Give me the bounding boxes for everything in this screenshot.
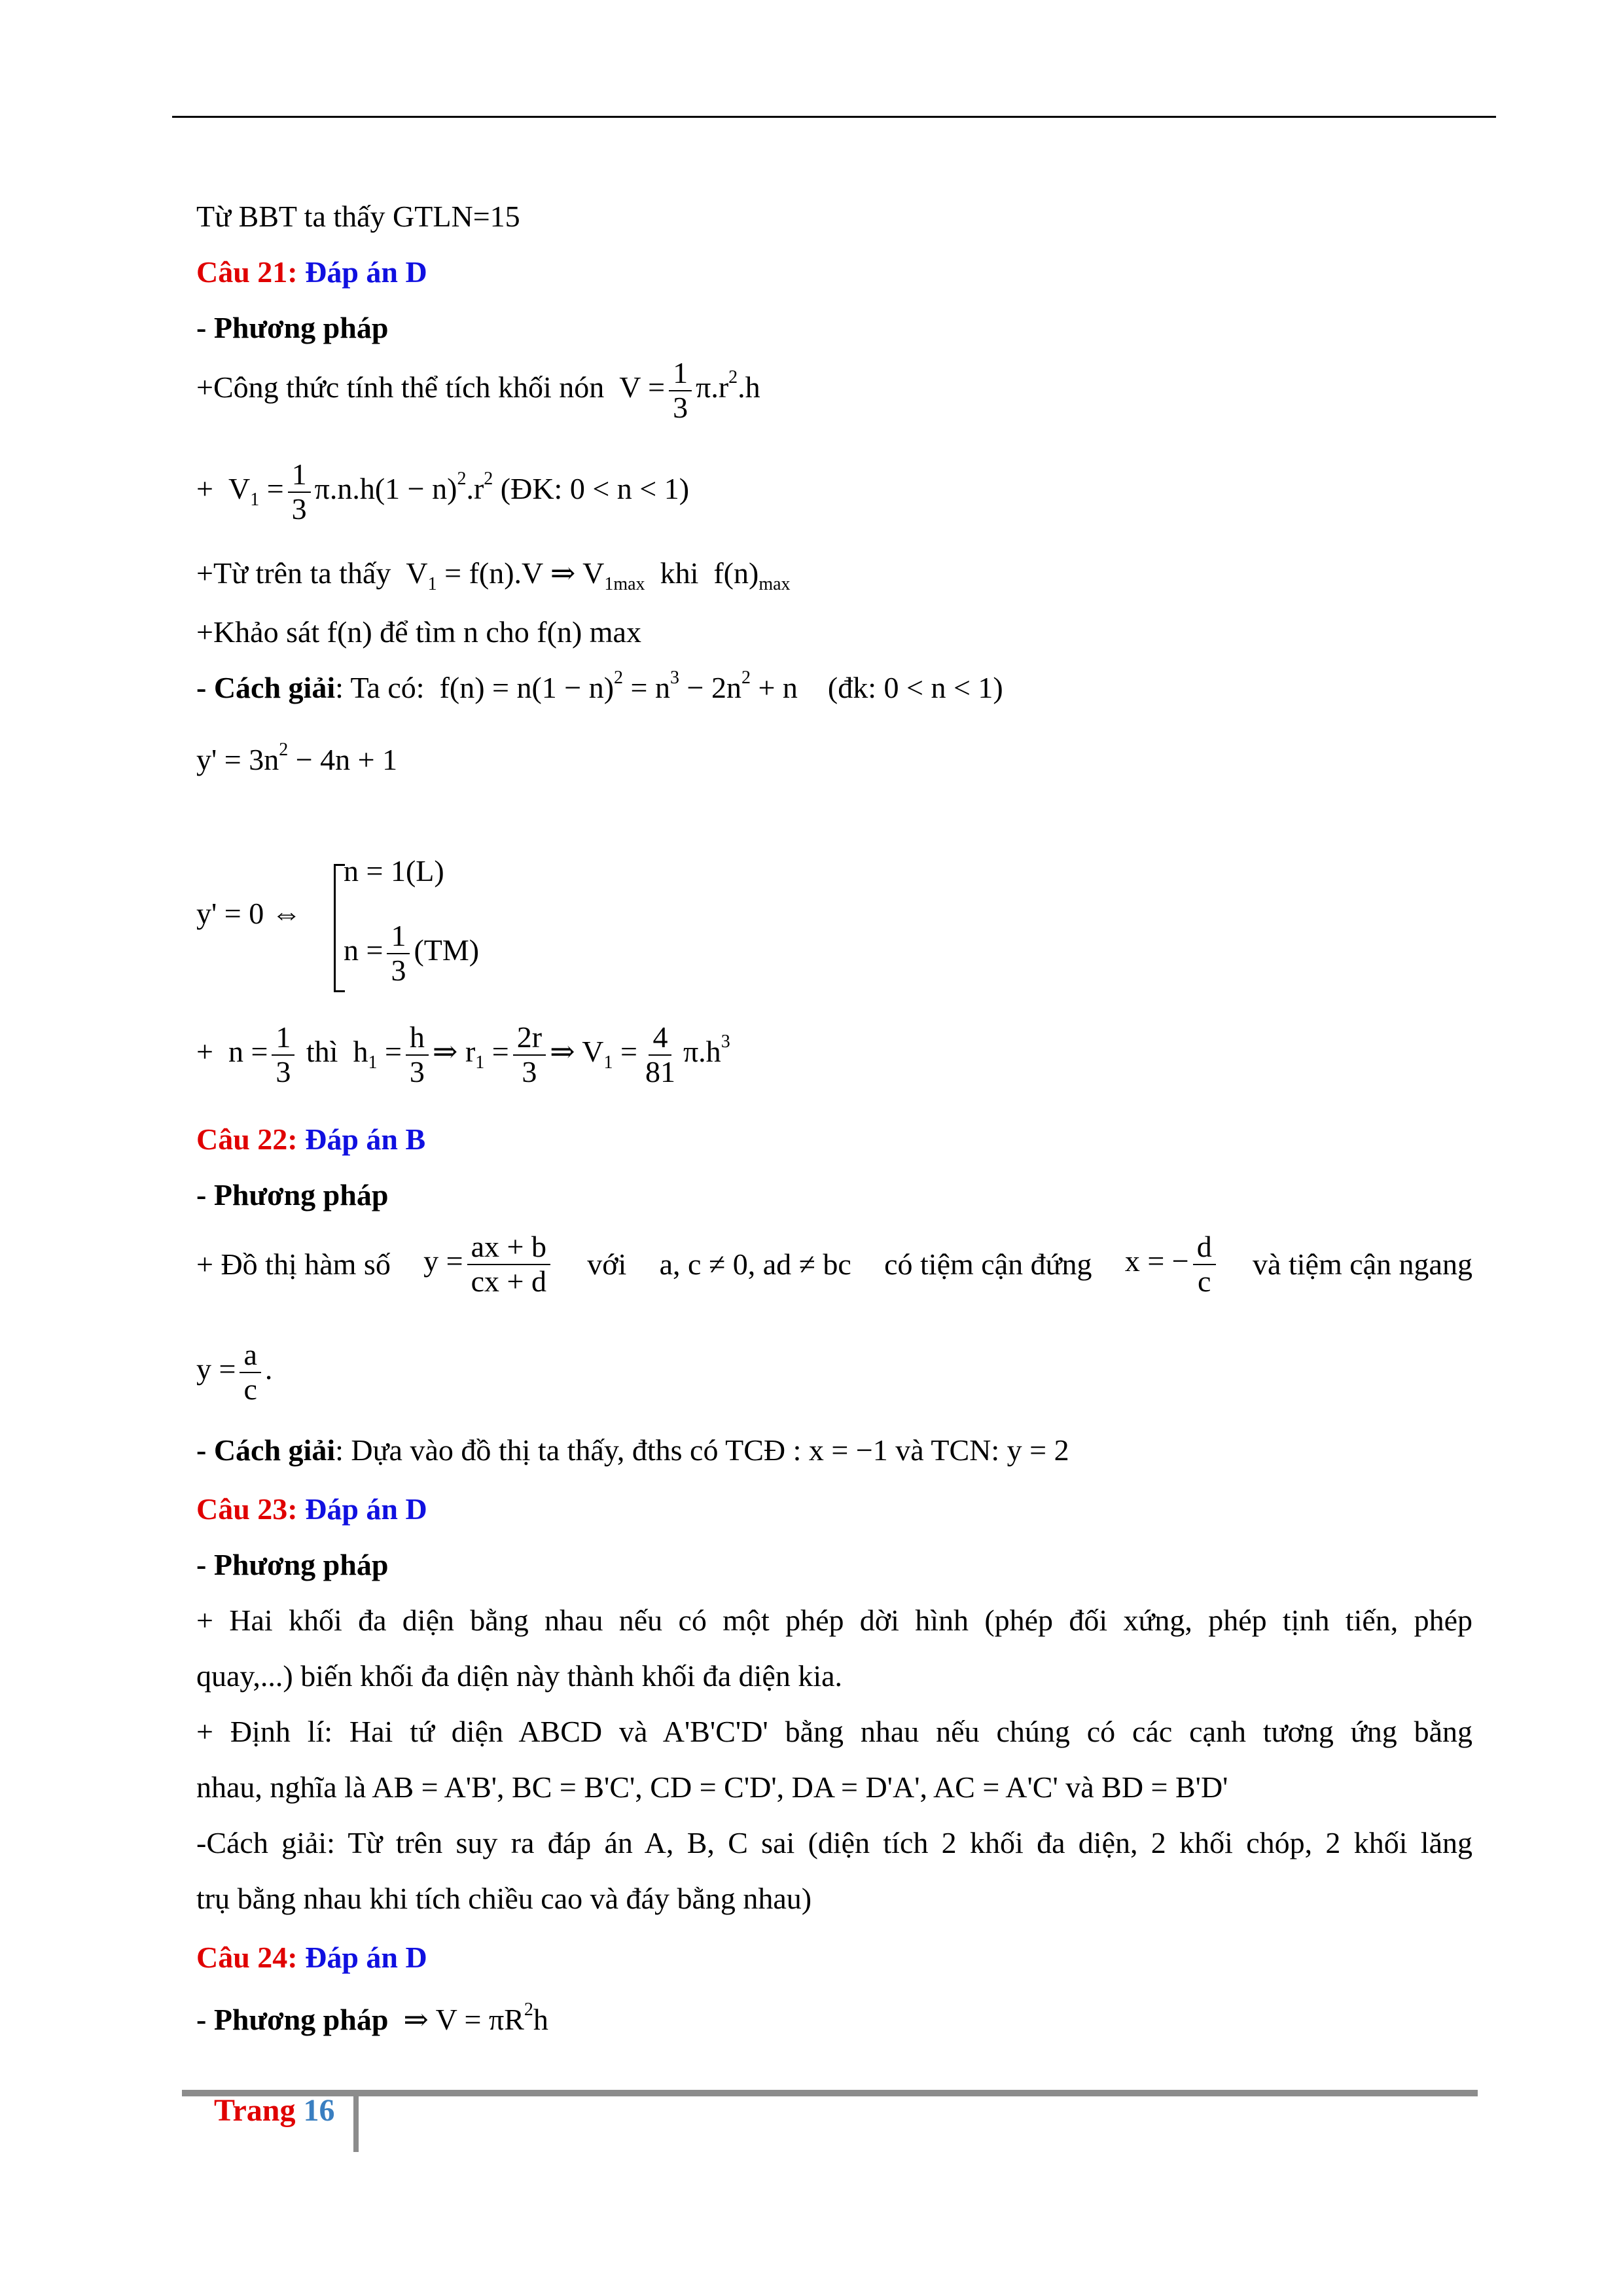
question-label: Câu 24: — [196, 1941, 298, 1974]
formula: $f(n) = n(1 - n)^2 = n^3 - 2n^2 + n$ — [432, 668, 821, 704]
answer-label: Đáp án B — [305, 1122, 426, 1156]
footer-divider — [353, 2094, 359, 2152]
question-label: Câu 23: — [196, 1492, 298, 1526]
method-heading: - Phương pháp — [196, 1548, 389, 1581]
paragraph-line: trụ bằng nhau khi tích chiều cao và đáy bằng nhau) — [196, 1882, 812, 1915]
answer-label: Đáp án D — [305, 1492, 427, 1526]
formula: y = $\frac{ax + b}{cx + d}$ — [423, 1230, 554, 1298]
paragraph-line: nhau, nghĩa là AB = A'B', BC = B'C', CD = C'D', DA = D'A', AC = A'C' và BD = B'D' — [196, 1770, 1228, 1804]
question-21-heading — [196, 252, 427, 293]
formula: n = 1(L) — [344, 854, 444, 888]
formula: ⇒ $V = \pi R^2h$ — [395, 2000, 548, 2036]
formula: + n = $\frac{1}{3}$ — [196, 1035, 298, 1068]
condition-text: (ĐK: 0 < n < 1) — [500, 472, 690, 506]
question-22-heading — [196, 1119, 425, 1160]
solution-line — [196, 668, 1003, 708]
formula-text: +Công thức tính thể tích khối nón — [196, 370, 605, 404]
method-heading: - Phương pháp — [196, 311, 389, 344]
text: và tiệm cận ngang — [1253, 1247, 1472, 1281]
formula: $h_1$ = $\frac{h}{3}$ ⇒ $r_1$ = $\frac{2r}{3}$ ⇒ $V_1$ = $\frac{4}{81}$ $\pi.h^3$ — [345, 1020, 730, 1088]
solution-line — [196, 1430, 1069, 1471]
question-23-heading — [196, 1489, 427, 1530]
method-heading: - Phương pháp — [196, 2003, 389, 2036]
text: có tiệm cận đứng — [884, 1247, 1092, 1281]
plus-sign: + — [196, 472, 213, 506]
page-number: 16 — [303, 2093, 335, 2128]
method-heading: - Phương pháp — [196, 1178, 389, 1211]
paragraph-line: quay,...) biến khối đa diện này thành khối đa diện kia. — [196, 1659, 843, 1693]
page-footer — [214, 2092, 334, 2128]
question-label: Câu 21: — [196, 255, 298, 289]
formula: $f(n)_{max}$ — [705, 556, 791, 594]
footer-label: Trang — [214, 2093, 296, 2128]
formula: x = − $\frac{d}{c}$ — [1125, 1230, 1220, 1298]
formula-line — [196, 458, 689, 526]
formula: $V_1$ = $\frac{1}{3}$ $\pi.n.h(1 - n)^2.r^2$ — [221, 457, 493, 526]
formula-line — [196, 357, 760, 424]
formula: $V_1 = f(n).V$ ⇒ $V_{1max}$ — [398, 556, 645, 594]
formula-line — [196, 1021, 730, 1088]
question-24-heading — [196, 1937, 427, 1978]
text: +Từ trên ta thấy — [196, 556, 391, 590]
paragraph-line: + Định lí: Hai tứ diện ABCD và A'B'C'D' bằng nhau nếu chúng có các cạnh tương ứng bằng — [196, 1715, 1472, 1748]
text-line: Từ BBT ta thấy GTLN=15 — [196, 200, 520, 233]
formula: V = $\frac{1}{3}$ $\pi.r^2.h$ — [611, 356, 760, 424]
formula: n = $\frac{1}{3}$ (TM) — [344, 919, 480, 987]
formula: $y' = 3n^2 - 4n + 1$ — [196, 740, 398, 776]
answer-label: Đáp án D — [305, 1941, 427, 1974]
text: thì — [306, 1035, 338, 1069]
formula: y = $\frac{a}{c}$ . — [196, 1338, 273, 1406]
text: + Đồ thị hàm số — [196, 1247, 391, 1281]
paragraph-line: -Cách giải: Từ trên suy ra đáp án A, B, C sai (diện tích 2 khối đa diện, 2 khối chóp, 2 khối lăng — [196, 1826, 1472, 1859]
text-line: +Khảo sát f(n) để tìm n cho f(n) max — [196, 615, 641, 649]
formula: y' = 0 ⇔ — [196, 897, 302, 930]
text: : Ta có: — [335, 671, 425, 704]
condition-text: (đk: 0 < n < 1) — [827, 671, 1003, 704]
formula-line — [196, 553, 791, 594]
header-rule — [172, 116, 1496, 118]
text: và TCN: — [895, 1433, 1000, 1467]
formula: a, c ≠ 0, ad ≠ bc — [659, 1247, 851, 1281]
answer-label: Đáp án D — [305, 255, 427, 289]
formula: y = 2 — [1007, 1433, 1069, 1467]
text: với — [587, 1247, 627, 1281]
solution-heading: - Cách giải — [196, 671, 336, 704]
paragraph-line: + Hai khối đa diện bằng nhau nếu có một phép dời hình (phép đối xứng, phép tịnh tiến, phép — [196, 1604, 1472, 1637]
formula-line — [196, 1230, 1472, 1298]
solution-heading: - Cách giải — [196, 1433, 336, 1467]
footer-rule — [182, 2090, 1478, 2096]
formula: x = −1 — [808, 1433, 888, 1467]
text: : Dựa vào đồ thị ta thấy, đths có TCĐ : — [335, 1433, 802, 1467]
text: khi — [660, 556, 699, 590]
question-label: Câu 22: — [196, 1122, 298, 1156]
formula-line — [196, 2000, 548, 2040]
